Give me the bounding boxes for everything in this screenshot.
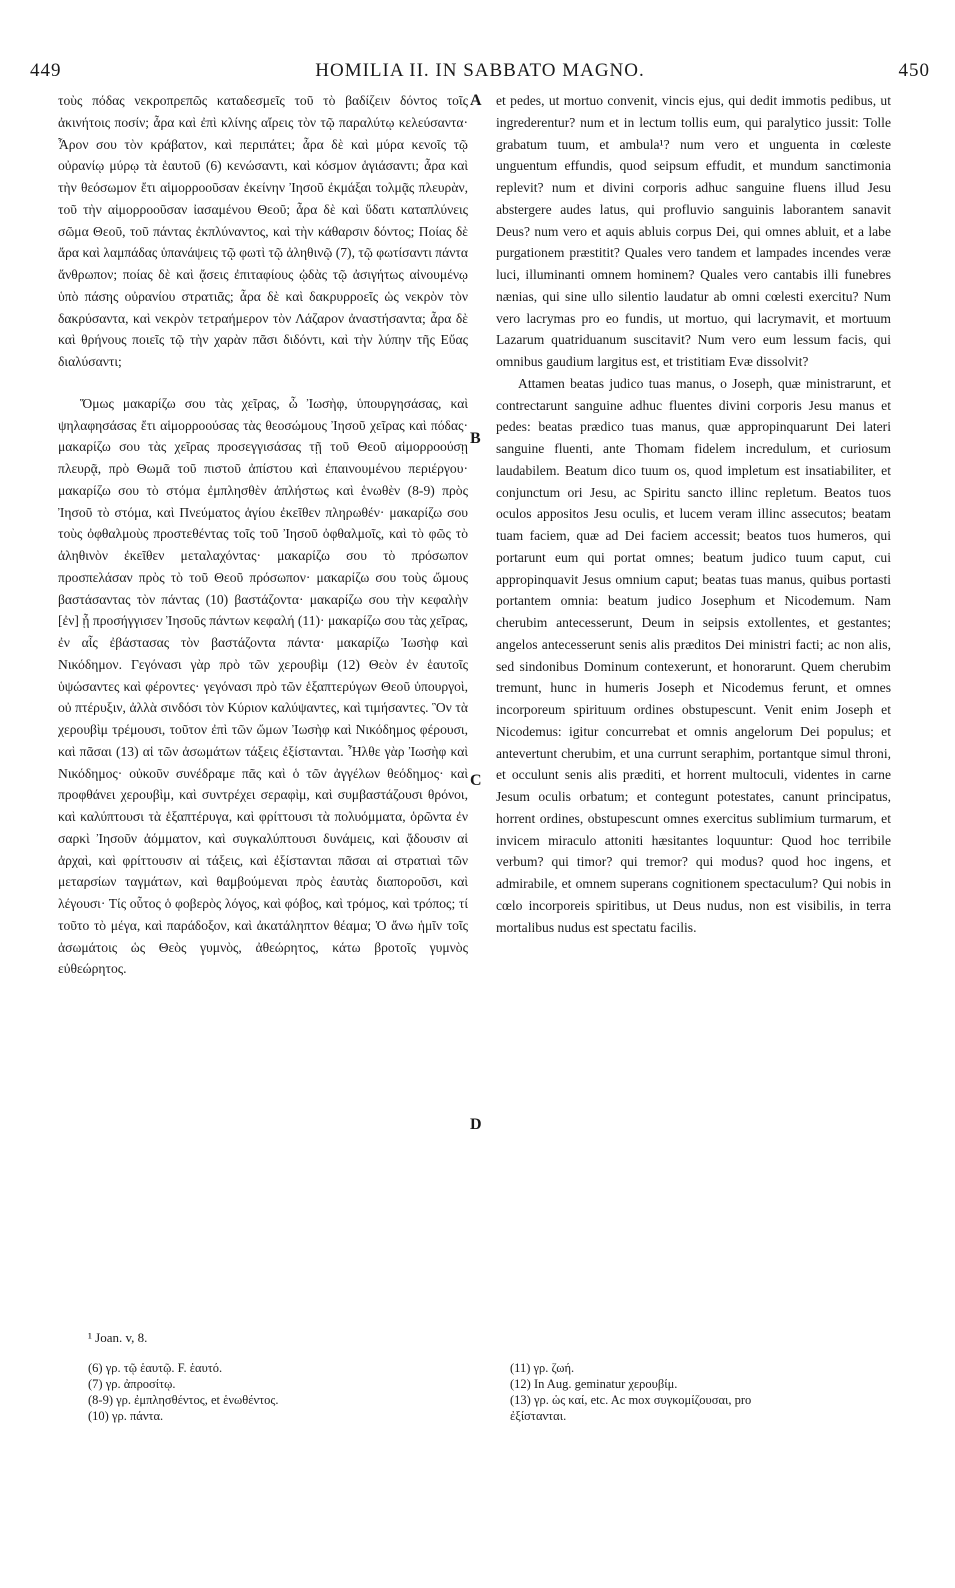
greek-paragraph-1: τοὺς πόδας νεκροπρεπῶς καταδεσμεῖς τοῦ τὸ βαδίζειν δόντος τοῖς ἀκινήτοις ποσίν; ἆρα καὶ ἐπὶ κλίνης αἴρεις τὸν τῷ παραλύτῳ κελεύσαντα· Ἆρον σου τὸν κράβατον, καὶ περιπάτει; ἆρα δὲ καὶ μύρα κενοῖς τῷ οὐρανίῳ μύρῳ τὰ ἑαυτοῦ (6) κενώσαντι, καὶ κόσμον ἁγιάσαντι; ἆρα καὶ τὴν θεόσωμον ἔτι αἱμορροοῦσαν ἐκείνην Ἰησοῦ ἐκμάξαι τολμᾷς πλευρὰν, τοῦ τὴν αἱμορροοῦσαν ἰασαμένου Θεοῦ; ἆρα δὲ καὶ ὕδατι καταπλύνεις σῶμα Θεοῦ, τοῦ πάντας ἐκπλύναντος, καὶ τὴν κάθαρσιν δόντος; Ποίας δὲ ἄρα καὶ λαμπάδας ὑπανάψεις τῷ φωτὶ τῷ ἀληθινῷ (7), τῷ φωτίσαντι πάντα ἄνθρωπον; ποίας δὲ καὶ ᾄσεις ἐπιταφίους ᾠδὰς τῷ ἀσιγήτως αἰνουμένῳ ὑπὸ πάσης οὐρανίου στρατιᾶς; ἆρα δὲ καὶ δακρυρροεῖς ὡς νεκρὸν τὸν δακρύσαντα, καὶ νεκρὸν τετραήμερον τὸν Λάζαρον ἀναστήσαντα; ἆρα δὲ καὶ θρήνους ποιεῖς τῷ τὴν χαρὰν πᾶσι διδόντι, καὶ τὴν λύπην τῆς Εὔας διαλύσαντι; [58, 93, 468, 369]
greek-paragraph-2: Ὅμως μακαρίζω σου τὰς χεῖρας, ὦ Ἰωσὴφ, ὑπουργησάσας, καὶ ψηλαφησάσας ἔτι αἱμορροούσας τὰς θεοσώμους Ἰησοῦ χεῖρας καὶ πόδας· μακαρίζω σου τὰς χεῖρας προσεγγισάσας τῇ τοῦ Θεοῦ αἱμορροούσῃ πλευρᾷ, πρὸ Θωμᾶ τοῦ πιστοῦ ἀπίστου καὶ ἐπαινουμένου περιέργου· μακαρίζω σου τὸ στόμα ἐμπλησθὲν ἀπλήστως καὶ ἑνωθὲν (8-9) πρὸς Ἰησοῦ τὸ στόμα, καὶ Πνεύματος ἁγίου ἐκεῖθεν πληρωθέν· μακαρίζω σου τοὺς ὀφθαλμοὺς προστεθέντας τοῖς τοῦ Ἰησοῦ ὀφθαλμοῖς, καὶ τὸ φῶς τὸ ἀληθινὸν ἐκεῖθεν μεταλαχόντας· μακαρίζω σου τὸ πρόσωπον προσπελάσαν πρὸς τὸ τοῦ Θεοῦ πρόσωπον· μακαρίζω σου τοὺς ὤμους βαστάσαντας τὸν πάντας (10) βαστάζοντα· μακαρίζω σου τὴν κεφαλὴν [ἐν] ᾗ προσήγγισεν Ἰησοῦς πάντων κεφαλή (11)· μακαρίζω σου τὰς χεῖρας, ἐν αἷς ἐβάστασας τὸν βαστάζοντα πάντα· μακαρίζω Ἰωσὴφ καὶ Νικόδημον. Γεγόνασι γὰρ πρὸ τῶν χερουβὶμ (12) Θεὸν ἐν ἑαυτοῖς ὑψώσαντες καὶ φέροντες· γεγόνασι πρὸ τῶν ἑξαπτερύγων Θεοῦ ὑπουργοὶ, οὐ πτέρυξιν, ἀλλὰ σινδόσι τὸν Κύριον καλύψαντες, καὶ τιμήσαντες. Ὃν τὰ χερουβὶμ τρέμουσι, τοῦτον ἐπὶ τῶν ὤμων Ἰωσὴφ καὶ Νικόδημος φέρουσι, καὶ πᾶσαι (13) αἱ τῶν ἀσωμάτων τάξεις ἐξίστανται. Ἦλθε γὰρ Ἰωσὴφ καὶ Νικόδημος· οὐκοῦν συνέδραμε πᾶς καὶ ὁ τῶν ἀγγέλων θεόδημος· καὶ προφθάνει χερουβὶμ, καὶ συντρέχει σεραφὶμ, καὶ συμβαστάζουσι θρόνοι, καὶ καλύπτουσι τὰ ἑξαπτέρυγα, καὶ φρίττουσι τὰ πολυόμματα, ὁρῶντα ἐν σαρκὶ Ἰησοῦν ἀόμματον, καὶ συγκαλύπτουσι δυνάμεις, καὶ ᾄδουσιν αἱ ἀρχαὶ, καὶ φρίττουσιν αἱ τάξεις, καὶ ἐξίστανται πᾶσαι αἱ στρατιαὶ τῶν μεταρσίων ταγμάτων, καὶ θαμβούμεναι πρὸς ἑαυτὰς διαποροῦσι, καὶ λέγουσι· Τίς οὗτος ὁ φοβερὸς λόγος, καὶ φόβος, καὶ τρόμος, καὶ τρόπος; τί τοῦτο τὸ μέγα, καὶ παράδοξον, καὶ ἀκατάληπτον θέαμα; Ὁ ἄνω ἡμῖν τοῖς ἀσωμάτοις ὡς Θεὸς γυμνὸς, ἀθεώρητος, κάτω βροτοῖς γυμνὸς εὐθεώρητος. [58, 395, 468, 977]
scripture-footnote: ¹ Joan. v, 8. [88, 1330, 148, 1345]
footnote: (10) γρ. πάντα. [88, 1409, 164, 1423]
latin-paragraph-2: Attamen beatas judico tuas manus, o Joseph, quæ ministrarunt, et contrectarunt sanguine adhuc fluentes divini corporis Jesu manus et pedes: beatas prædico tuas manus, quæ appropinquarunt Dei lateri sanguine fluenti, ante Thomam fidelem incredulum, et curiosum laudabilem. Beatum dico tuum os, quod impletum est insatiabiliter, et conjunctum ori Jesu, ac Spiritu sancto illinc repletum. Beatos tuos oculos appositos Jesu oculis, et lucem veram illinc assecutos; beatam tuam faciem, quæ ad Dei faciem accessit; beatos tuos humeros, qui portarunt eum qui portat omnes; beatum judico tuum caput, cui appropinquavit Jesus omnium caput; beatas tuas manus, quibus portasti portantem omnia: beatum judico Josephum et Nicodemum. Nam cherubim antecesserunt, Deum in seipsis extollentes, et gestantes; angelos antecesserunt senis alis præditos Dei ministri facti; ac non alis, sed sindonibus Dominum contexerunt, et honorarunt. Quem cherubim tremunt, hunc in humeris Joseph et Nicodemus ferunt, et omnes incorporeum spirituum ordines obstupescunt. Venit enim Joseph et Nicodemus: igitur concurrebat et omnis angelorum Dei populus; et antevertunt cherubim, et una currunt seraphim, portantque simul throni, et occulunt senis alis præditi, et horrent multoculi, videntes in carne Jesum oculis orbatum; et contegunt potestates, canunt principatus, horrent ordines, obstupescunt omnes exercitus sublimium turmarum, et invicem miraculo attoniti hæsitantes loquuntur: Quod hoc terribile verbum? qui timor? qui tremor? qui modus? quod hoc ingens, et admirabile, et omnem superans cognitionem spectaculum? Qui nobis in cœlo incorporeis spiritibus, ut Deus nudus, non est visibilis, in terra mortalibus nudus est spectatu facilis. [496, 375, 891, 935]
footnote: (13) γρ. ὡς καί, etc. Ac mox συγκομίζουσαι, pro [510, 1393, 752, 1407]
footnote: ἐξίστανται. [510, 1409, 567, 1423]
margin-marker-d: D [470, 1116, 482, 1133]
footnote: (12) In Aug. geminatur χερουβίμ. [510, 1377, 678, 1391]
page-number-right: 450 [898, 60, 930, 81]
latin-paragraph-1: et pedes, ut mortuo convenit, vincis ejus, qui dedit immotis pedibus, ut ingrederentur? num et in lectum tollis eum, qui paralytico jussit: Tolle grabatum tuum, et ambula¹? num vero et unguenta in cœleste unguentum effundis, quod seipsum effudit, et mundum sanctimonia replevit? num et divini corporis adhuc sanguine fluens illud Jesu abstergere audes latus, qui profluvio sanguinis laborantem sanavit Deus? num vero et aquis abluis corpus Dei, qui omnes abluit, et a labe purgationem præstitit? Quales vero tandem et lampades incendes veræ luci, illuminanti omnem hominem? Quales vero cantabis illi funebres nænias, qui sine ullo silentio laudatur ab omni cœlesti exercitu? Num vero lacrymas pro eo fundis, ut mortuo, qui lacrymavit, et mortuum Lazarum quatriduanum suscitavit? Num vero eum lessum facis, qui omnibus gaudium largitus est, et tristitiam Evæ dissolvit? [496, 93, 891, 369]
latin-column [496, 90, 891, 938]
margin-marker-b: B [470, 430, 481, 447]
greek-column [58, 90, 468, 980]
footnote: (7) γρ. ἀπροσίτῳ. [88, 1377, 176, 1391]
footnotes-left [88, 1360, 448, 1424]
margin-marker-a: A [470, 92, 482, 109]
footnotes-right [510, 1360, 910, 1424]
margin-marker-c: C [470, 772, 482, 789]
footnote: (8-9) γρ. ἐμπλησθέντος, et ἑνωθέντος. [88, 1393, 279, 1407]
page-number-left: 449 [30, 60, 62, 81]
footnote: (11) γρ. ζωή. [510, 1361, 575, 1375]
page-header [30, 60, 930, 84]
footnote: (6) γρ. τῷ ἑαυτῷ. F. ἑαυτό. [88, 1361, 223, 1375]
running-title: HOMILIA II. IN SABBATO MAGNO. [315, 60, 645, 81]
